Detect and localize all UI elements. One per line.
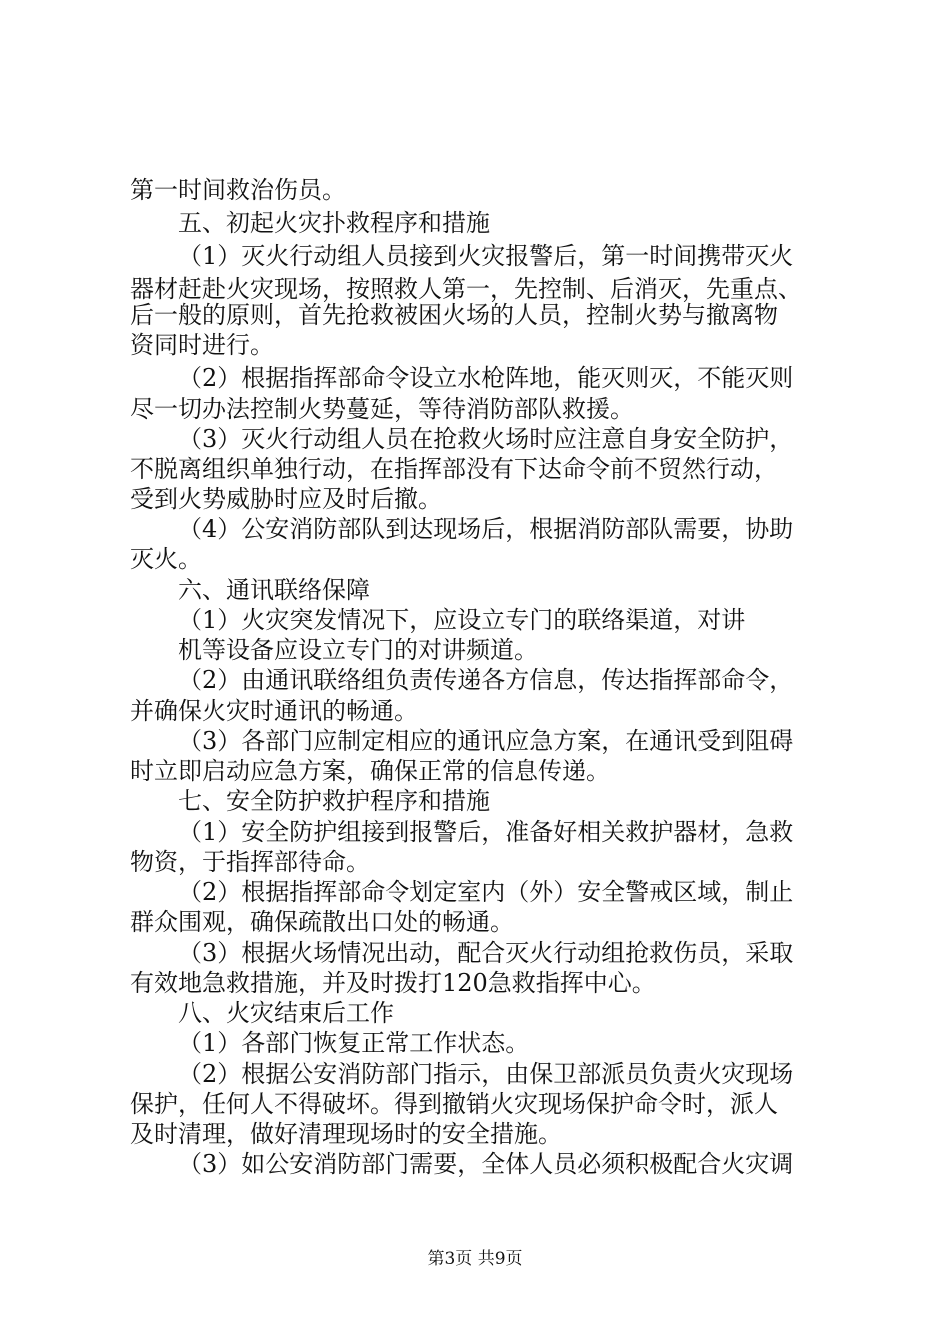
text-line-12: （4）公安消防部队到达现场后，根据消防部队需要，协助 (178, 515, 794, 543)
text-line-15: （1）火灾突发情况下，应设立专门的联络渠道，对讲 (178, 606, 746, 634)
text-line-23: 物资，于指挥部待命。 (130, 848, 370, 876)
section-heading-7: 七、安全防护救护程序和措施 (178, 787, 490, 815)
text-line-29: （1）各部门恢复正常工作状态。 (178, 1029, 530, 1057)
text-line-19: （3）各部门应制定相应的通讯应急方案，在通讯受到阻碍 (178, 727, 794, 755)
text-line-17: （2）由通讯联络组负责传递各方信息，传达指挥部命令， (178, 666, 794, 694)
text-line-3: （1）灭火行动组人员接到火灾报警后，第一时间携带灭火 (178, 242, 794, 270)
text-line-20: 时立即启动应急方案，确保正常的信息传递。 (130, 757, 610, 785)
text-line-11: 受到火势威胁时应及时后撤。 (130, 485, 442, 513)
text-line-33: （3）如公安消防部门需要，全体人员必须积极配合火灾调 (178, 1150, 794, 1178)
text-line-1: 第一时间救治伤员。 (130, 176, 346, 204)
section-heading-6: 六、通讯联络保障 (178, 576, 370, 604)
text-line-4: 器材赶赴火灾现场，按照救人第一，先控制、后消灭，先重点、 (130, 275, 802, 303)
text-line-31: 保护，任何人不得破坏。得到撤销火灾现场保护命令时，派人 (130, 1090, 778, 1118)
text-line-24: （2）根据指挥部命令划定室内（外）安全警戒区域，制止 (178, 878, 794, 906)
text-line-13: 灭火。 (130, 545, 202, 573)
text-line-25: 群众围观，确保疏散出口处的畅通。 (130, 908, 514, 936)
text-line-9: （3）灭火行动组人员在抢救火场时应注意自身安全防护， (178, 425, 794, 453)
text-line-22: （1）安全防护组接到报警后，准备好相关救护器材，急救 (178, 818, 794, 846)
text-line-5: 后一般的原则，首先抢救被困火场的人员，控制火势与撤离物 (130, 301, 778, 329)
section-heading-8: 八、火灾结束后工作 (178, 999, 394, 1027)
text-line-8: 尽一切办法控制火势蔓延，等待消防部队救援。 (130, 395, 634, 423)
text-line-32: 及时清理，做好清理现场时的安全措施。 (130, 1120, 562, 1148)
section-heading-5: 五、初起火灾扑救程序和措施 (178, 209, 490, 237)
page-footer: 第3页 共9页 (427, 1249, 523, 1269)
text-line-7: （2）根据指挥部命令设立水枪阵地，能灭则灭，不能灭则 (178, 364, 794, 392)
text-line-16: 机等设备应设立专门的对讲频道。 (178, 636, 538, 664)
text-line-6: 资同时进行。 (130, 331, 274, 359)
text-line-30: （2）根据公安消防部门指示，由保卫部派员负责火灾现场 (178, 1060, 794, 1088)
text-line-26: （3）根据火场情况出动，配合灭火行动组抢救伤员，采取 (178, 939, 794, 967)
text-line-27: 有效地急救措施，并及时拨打120急救指挥中心。 (130, 969, 656, 997)
text-line-18: 并确保火灾时通讯的畅通。 (130, 697, 418, 725)
text-line-10: 不脱离组织单独行动，在指挥部没有下达命令前不贸然行动， (130, 455, 778, 483)
